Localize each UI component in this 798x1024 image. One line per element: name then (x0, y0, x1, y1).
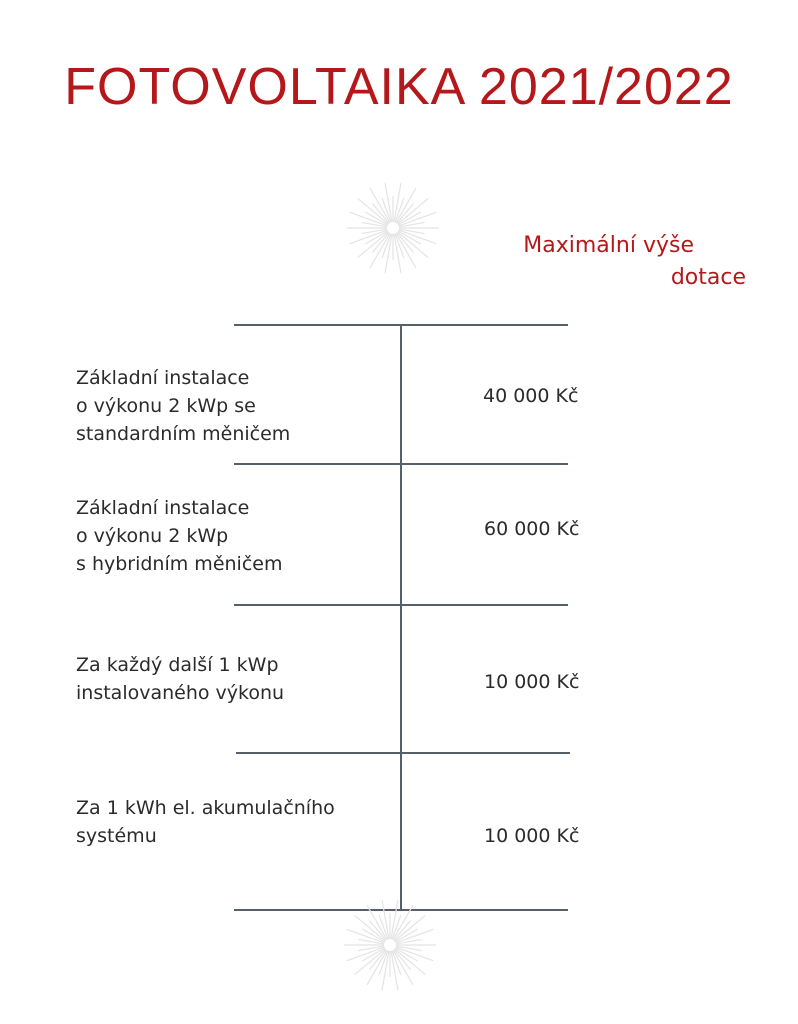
sparkle-decoration-icon (335, 890, 445, 1000)
row-value-basic-hybrid: 60 000 Kč (484, 518, 580, 540)
row-label-per-kwp: Za každý další 1 kWp instalovaného výkonu (76, 654, 285, 704)
row-value-per-kwp: 10 000 Kč (484, 671, 580, 693)
sparkle-decoration-icon (338, 173, 448, 283)
row-label-per-kwh-storage: Za 1 kWh el. akumulačního systému (76, 797, 335, 847)
row-label-basic-standard: Základní instalace o výkonu 2 kWp se standardním měničem (76, 367, 291, 445)
table-rule-3 (236, 752, 570, 754)
table-divider-vertical (400, 324, 402, 910)
row-label-basic-hybrid: Základní instalace o výkonu 2 kWp s hybridním měničem (76, 497, 283, 575)
column-header-line2: dotace (670, 265, 746, 290)
column-header-max-subsidy (486, 230, 746, 294)
page-title: FOTOVOLTAIKA 2021/2022 (64, 58, 734, 116)
row-value-basic-standard: 40 000 Kč (483, 385, 579, 407)
column-header-line1: Maximální výše (523, 233, 694, 258)
row-value-per-kwh-storage: 10 000 Kč (484, 825, 580, 847)
